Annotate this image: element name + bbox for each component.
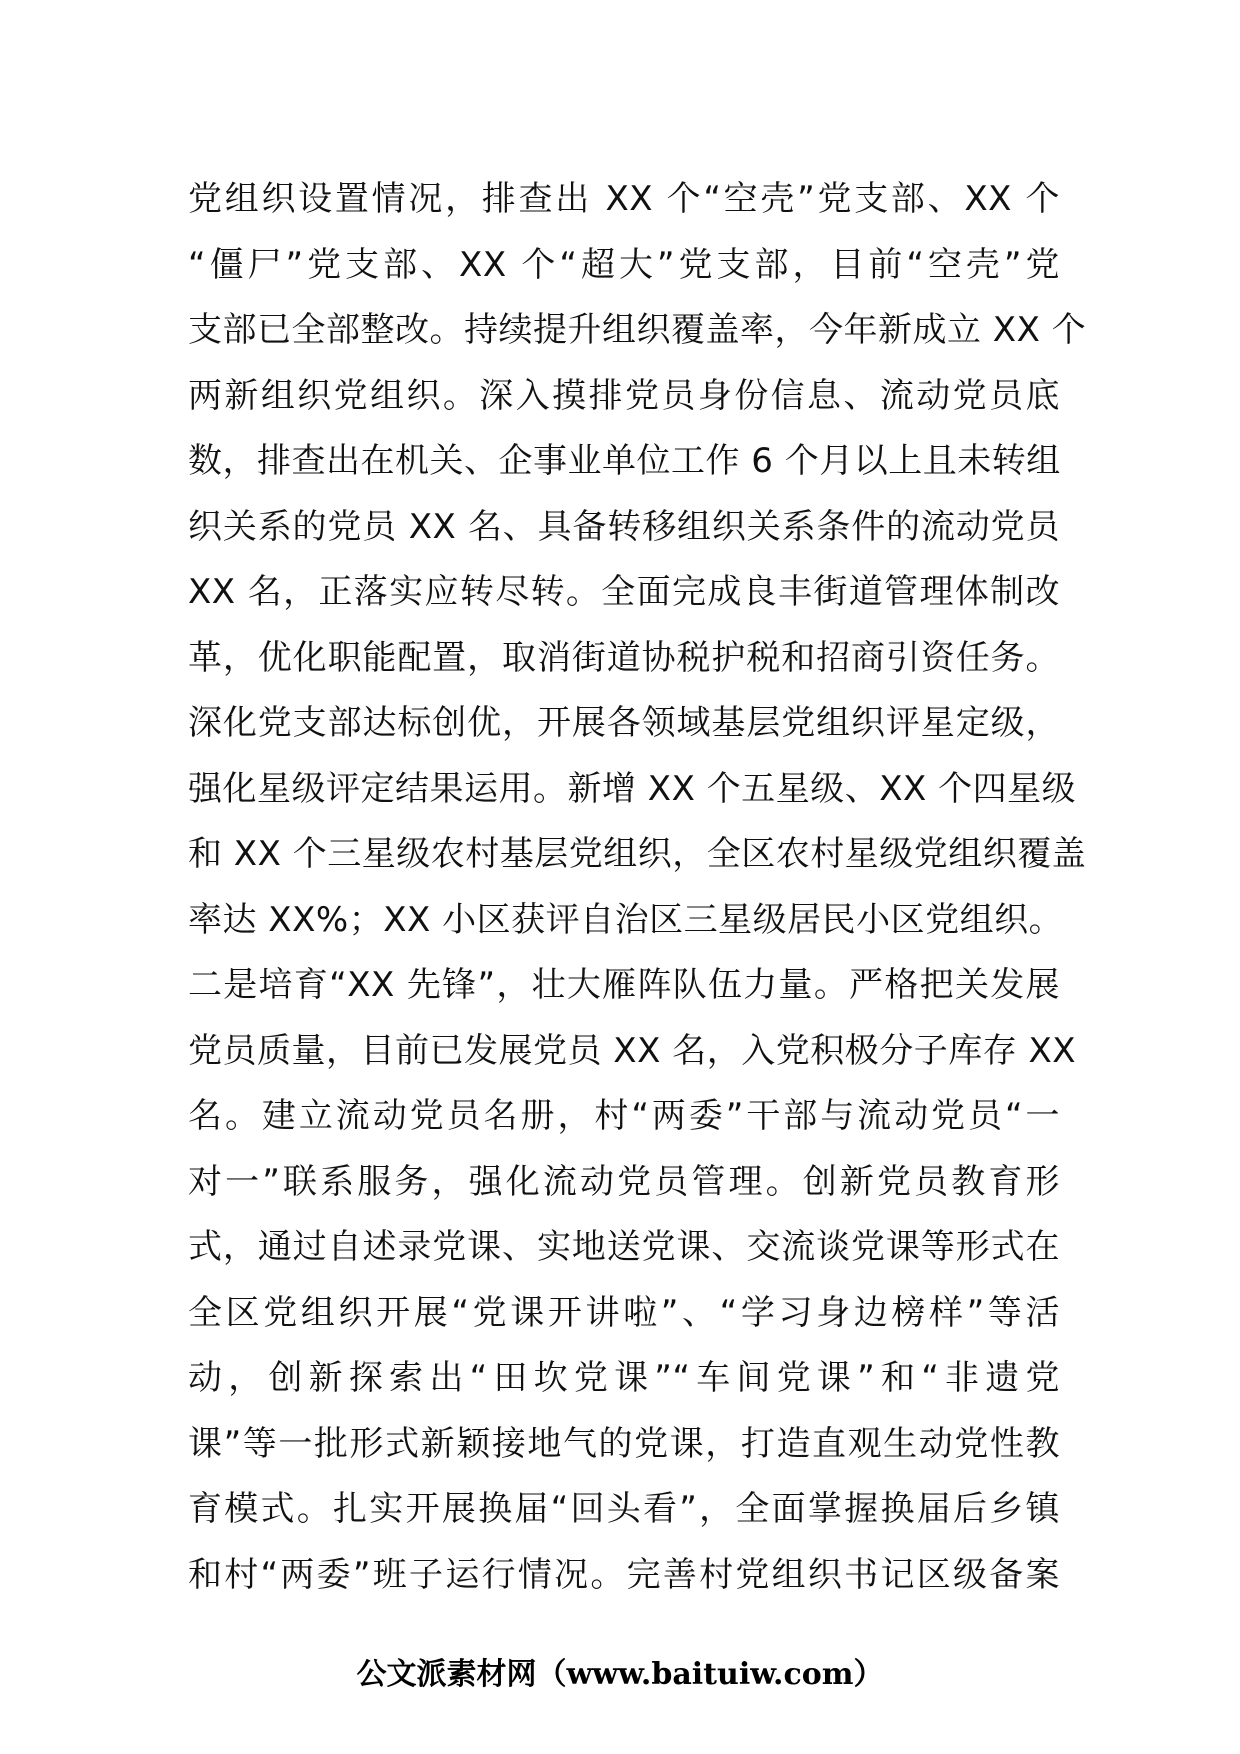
text-line: 动，创新探索出“田坎党课”“车间党课”和“非遗党 — [188, 1358, 1060, 1398]
text-line: 革，优化职能配置，取消街道协税护税和招商引资任务。 — [188, 637, 1060, 678]
text-line: 率达 XX%；XX 小区获评自治区三星级居民小区党组织。 — [188, 899, 1064, 940]
text-line: 和 XX 个三星级农村基层党组织，全区农村星级党组织覆盖 — [188, 834, 1087, 874]
text-line: 织关系的党员 XX 名、具备转移组织关系条件的流动党员 — [188, 506, 1060, 547]
text-line: 深化党支部达标创优，开展各领域基层党组织评星定级， — [188, 703, 1060, 743]
text-line: 育模式。扎实开展换届“回头看”，全面掌握换届后乡镇 — [188, 1489, 1060, 1529]
body-text — [188, 167, 1087, 1608]
text-line: 党员质量，目前已发展党员 XX 名，入党积极分子库存 XX — [188, 1030, 1077, 1071]
text-line: 课”等一批形式新颖接地气的党课，打造直观生动党性教 — [188, 1423, 1060, 1464]
page-footer: 公文派素材网（www.baituiw.com） — [356, 1657, 884, 1692]
text-line: 对一”联系服务，强化流动党员管理。创新党员教育形 — [188, 1161, 1060, 1202]
text-line: 名。建立流动党员名册，村“两委”干部与流动党员“一 — [188, 1096, 1060, 1136]
text-line: 数，排查出在机关、企事业单位工作 6 个月以上且未转组 — [188, 441, 1061, 481]
text-line: 党组织设置情况，排查出 XX 个“空壳”党支部、XX 个 — [188, 179, 1060, 219]
text-line: 二是培育“XX 先锋”，壮大雁阵队伍力量。严格把关发展 — [188, 965, 1060, 1005]
text-line: 和村“两委”班子运行情况。完善村党组织书记区级备案 — [188, 1554, 1060, 1595]
text-line: 全区党组织开展“党课开讲啦”、“学习身边榜样”等活 — [188, 1292, 1060, 1333]
text-line: XX 名，正落实应转尽转。全面完成良丰街道管理体制改 — [188, 572, 1060, 612]
text-line: 式，通过自述录党课、实地送党课、交流谈党课等形式在 — [188, 1227, 1060, 1267]
text-line: 支部已全部整改。持续提升组织覆盖率，今年新成立 XX 个 — [188, 310, 1087, 350]
text-line: 两新组织党组织。深入摸排党员身份信息、流动党员底 — [188, 375, 1060, 416]
text-line: “僵尸”党支部、XX 个“超大”党支部，目前“空壳”党 — [188, 244, 1060, 285]
text-line: 强化星级评定结果运用。新增 XX 个五星级、XX 个四星级 — [188, 768, 1077, 809]
